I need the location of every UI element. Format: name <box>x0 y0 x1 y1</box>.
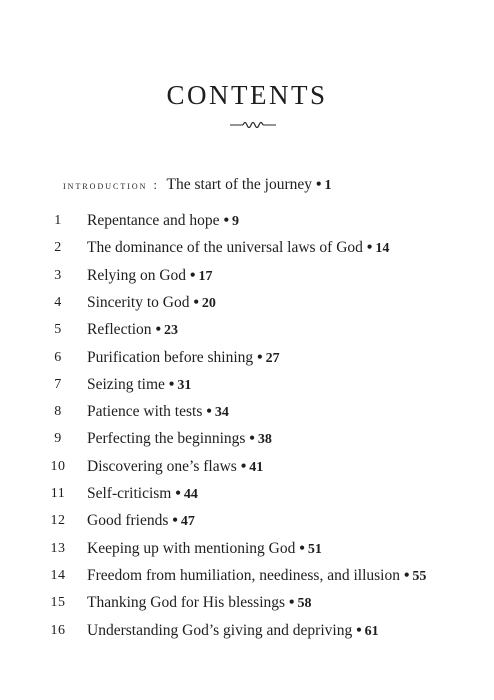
entry-title: Relying on God <box>87 266 187 284</box>
entry-number: 4 <box>54 294 62 310</box>
entry-line <box>87 374 191 397</box>
entry-line <box>87 620 379 643</box>
entry-bullet: • <box>193 293 199 311</box>
entry-bullet: • <box>257 348 263 366</box>
intro-separator: : <box>153 177 157 192</box>
entry-line <box>87 292 216 315</box>
entry-line <box>87 510 195 533</box>
entry-number: 2 <box>54 240 62 256</box>
entry-title: Purification before shining <box>87 348 254 366</box>
toc-entry[interactable] <box>0 428 494 450</box>
entry-page-number: 23 <box>164 323 178 339</box>
entry-line <box>87 592 311 615</box>
entry-number: 15 <box>50 595 66 611</box>
page-title: CONTENTS <box>166 80 328 111</box>
entry-bullet: • <box>299 539 305 557</box>
entry-number: 10 <box>50 458 66 474</box>
intro-text: The start of the journey <box>166 176 313 193</box>
toc-entry[interactable] <box>0 620 494 642</box>
entry-line <box>87 319 178 342</box>
toc-entry[interactable] <box>0 538 494 560</box>
entry-page-number: 34 <box>214 405 229 421</box>
entry-bullet: • <box>249 430 255 448</box>
intro-label: introduction <box>63 178 148 192</box>
entry-page-number: 14 <box>375 241 390 257</box>
entry-bullet: • <box>155 321 161 339</box>
entry-line <box>87 538 322 561</box>
entry-number: 16 <box>50 622 66 638</box>
intro-page-number: 1 <box>324 178 332 193</box>
entry-title: Seizing time <box>87 375 165 393</box>
entry-title: Understanding God’s giving and depriving <box>87 621 353 639</box>
toc-entry[interactable] <box>0 374 494 396</box>
ornament-divider-icon <box>230 119 276 131</box>
entry-line <box>87 428 272 451</box>
entry-line <box>87 565 426 588</box>
entry-page-number: 41 <box>249 459 264 475</box>
entry-bullet: • <box>206 403 212 421</box>
toc-entry[interactable] <box>0 292 494 314</box>
entry-line <box>87 483 198 506</box>
entry-page-number: 38 <box>257 432 272 448</box>
entry-number: 5 <box>54 322 62 338</box>
entry-line <box>87 265 212 288</box>
entry-page-number: 51 <box>307 541 322 557</box>
entry-title: Thanking God for His blessings <box>87 594 286 612</box>
entry-page-number: 55 <box>412 568 427 584</box>
entry-title: Keeping up with mentioning God <box>87 539 296 557</box>
entry-line <box>87 237 389 260</box>
entry-page-number: 17 <box>198 268 213 284</box>
entry-page-number: 44 <box>183 487 198 502</box>
entry-bullet: • <box>240 457 247 475</box>
entry-number: 6 <box>54 349 62 365</box>
entry-number: 14 <box>50 567 66 583</box>
entry-title: The dominance of the universal laws of God <box>87 239 363 257</box>
entry-number: 9 <box>54 431 62 447</box>
entry-bullet: • <box>190 266 196 284</box>
entry-number: 8 <box>54 404 62 420</box>
entry-page-number: 58 <box>297 596 312 612</box>
entry-bullet: • <box>356 621 362 639</box>
entry-number: 12 <box>50 513 66 529</box>
entry-title: Patience with tests <box>87 403 203 421</box>
toc-entry[interactable] <box>0 592 494 614</box>
toc-entry[interactable] <box>0 265 494 287</box>
entry-title: Good friends <box>87 512 169 530</box>
entry-page-number: 9 <box>232 214 239 229</box>
entry-line <box>87 401 229 424</box>
entry-page-number: 61 <box>364 623 379 639</box>
entry-number: 7 <box>54 376 62 392</box>
entry-title: Discovering one’s flaws <box>87 457 237 475</box>
toc-entry[interactable] <box>0 319 494 341</box>
entry-bullet: • <box>289 594 295 612</box>
entry-number: 3 <box>54 267 62 283</box>
toc-entry[interactable] <box>0 483 494 505</box>
entry-number: 1 <box>54 213 62 228</box>
toc-entry[interactable] <box>0 401 494 423</box>
entry-number: 11 <box>50 486 66 501</box>
intro-entry[interactable] <box>63 175 331 196</box>
toc-entry[interactable] <box>0 565 494 587</box>
entry-line <box>87 210 239 233</box>
entry-title: Perfecting the beginnings <box>87 430 246 448</box>
toc-entry[interactable] <box>0 237 494 259</box>
entry-title: Self-criticism <box>87 485 172 502</box>
toc-entry[interactable] <box>0 210 494 232</box>
entry-line <box>87 456 263 479</box>
entry-page-number: 27 <box>265 350 280 366</box>
entry-bullet: • <box>223 212 229 229</box>
entry-bullet: • <box>366 239 373 257</box>
toc-entry[interactable] <box>0 510 494 532</box>
toc-entry[interactable] <box>0 456 494 478</box>
intro-bullet: • <box>316 176 322 193</box>
entry-line <box>87 347 280 370</box>
entry-number: 13 <box>50 540 66 556</box>
entry-title: Freedom from humiliation, neediness, and illusion <box>87 566 400 584</box>
entry-page-number: 20 <box>201 295 216 311</box>
entry-page-number: 31 <box>177 377 192 393</box>
toc-entry[interactable] <box>0 347 494 369</box>
entry-title: Repentance and hope <box>87 212 220 229</box>
entry-bullet: • <box>168 375 175 393</box>
entry-title: Sincerity to God <box>87 293 190 311</box>
entry-bullet: • <box>172 512 178 530</box>
entry-page-number: 47 <box>180 514 195 530</box>
entry-title: Reflection <box>87 321 152 339</box>
entry-bullet: • <box>403 566 410 584</box>
entry-bullet: • <box>175 485 181 502</box>
